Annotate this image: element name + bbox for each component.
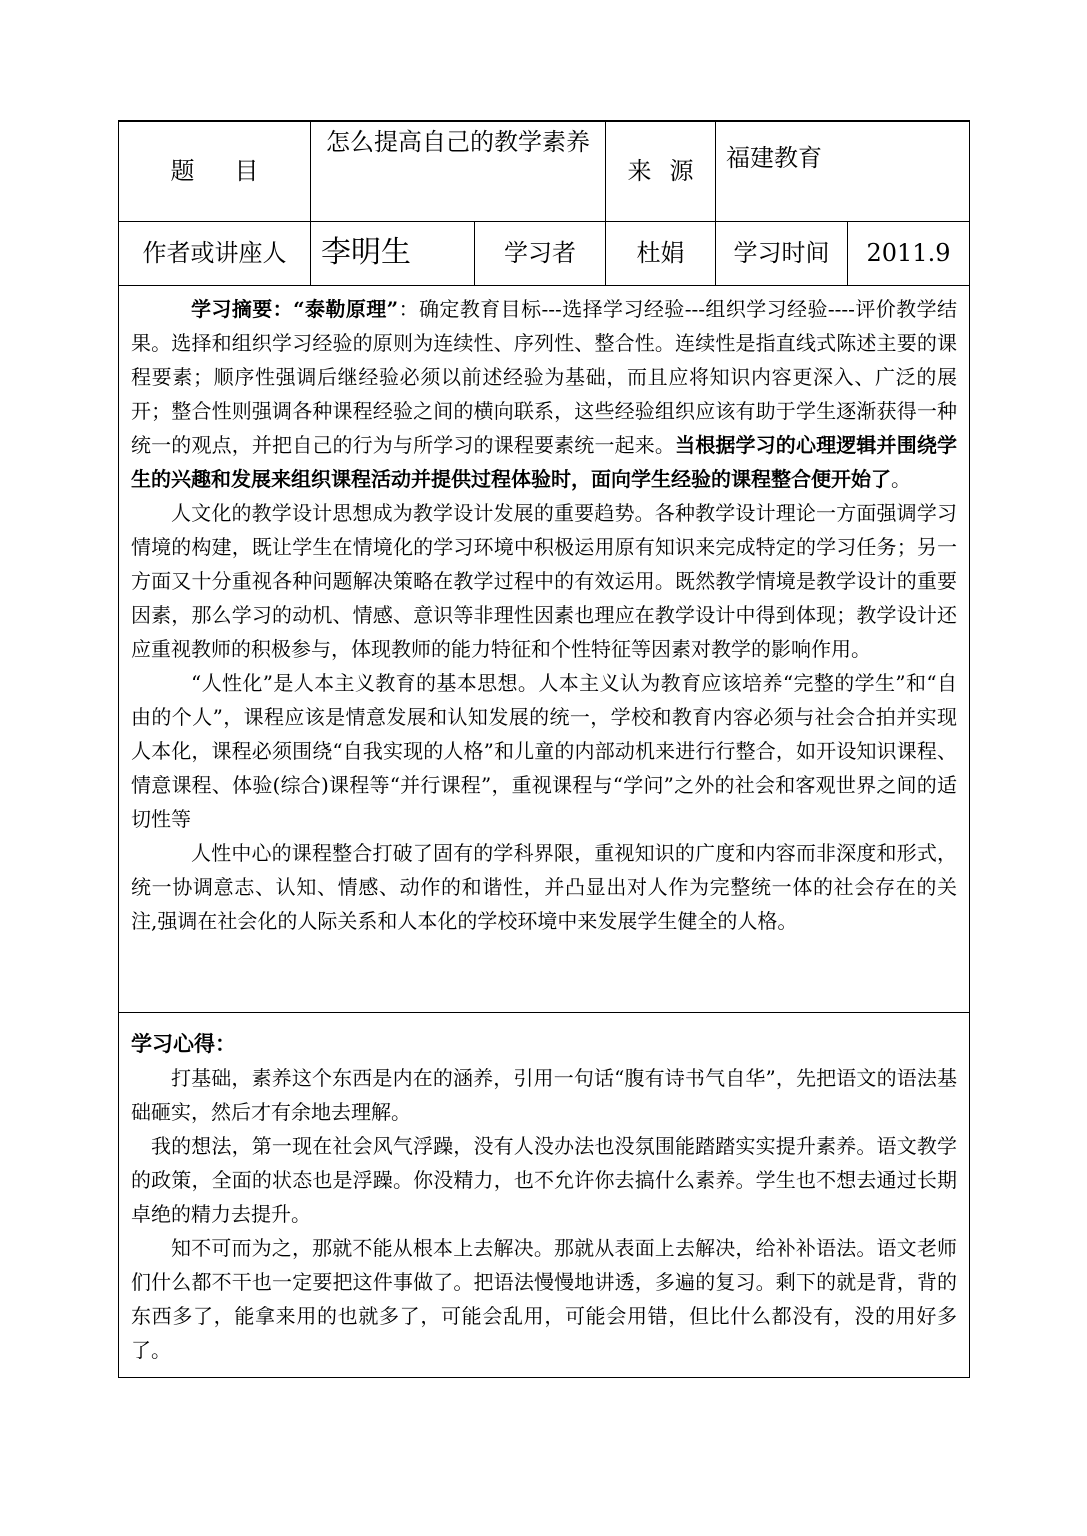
study-record-form [118, 120, 969, 1378]
source-label: 来源 [606, 121, 716, 221]
summary-row [119, 285, 970, 1012]
learner-label: 学习者 [475, 221, 606, 285]
summary-p1-text: ：确定教育目标---选择学习经验---组织学习经验----评价教学结果。选择和组织学习经验的原则为连续性、序列性、整合性。连续性是指直线式陈述主要的课程要素；顺序性强调后继经验必须以前述经验为基础，而且应将知识内容更深入、广泛的展开；整合性则强调各种课程经验之间的横向联系，这些经验组织应该有助于学生逐渐获得一种统一的观点，并把自己的行为与所学习的课程要素统一起来。 [131, 296, 958, 457]
summary-paragraph-2: 人文化的教学设计思想成为教学设计发展的重要趋势。各种教学设计理论一方面强调学习情境的构建，既让学生在情境化的学习环境中积极运用原有知识来完成特定的学习任务；另一方面又十分重视各种问题解决策略在教学过程中的有效运用。既然教学情境是教学设计的重要因素，那么学习的动机、情感、意识等非理性因素也理应在教学设计中得到体现；教学设计还应重视教师的积极参与，体现教师的能力特征和个性特征等因素对教学的影响作用。 [131, 500, 957, 661]
reflection-cell [119, 1012, 970, 1377]
source-value: 福建教育 [716, 121, 970, 221]
title-label: 题目 [119, 121, 311, 221]
reflection-row [119, 1012, 970, 1377]
title-value: 怎么提高自己的教学素养 [311, 121, 606, 221]
summary-paragraph-4: 人性中心的课程整合打破了固有的学科界限，重视知识的广度和内容而非深度和形式，统一协调意志、认知、情感、动作的和谐性，并凸显出对人作为完整统一体的社会存在的关注,强调在社会化的人际关系和人本化的学校环境中来发展学生健全的人格。 [131, 840, 957, 933]
time-label: 学习时间 [716, 221, 848, 285]
reflection-label: 学习心得： [131, 1030, 236, 1056]
author-row [119, 221, 970, 285]
summary-paragraph-1 [131, 292, 957, 496]
summary-p1-bold: 当根据学习的心理逻辑并围绕学生的兴趣和发展来组织课程活动并提供过程体验时，面向学生经验的课程整合便开始了 [131, 432, 958, 491]
summary-label: 学习摘要： [191, 296, 294, 321]
summary-p1-end: 。 [891, 466, 911, 491]
record-table [118, 120, 970, 1378]
summary-cell [119, 285, 970, 1012]
title-row [119, 121, 970, 221]
summary-paragraph-3: “人性化”是人本主义教育的基本思想。人本主义认为教育应该培养“完整的学生”和“自由的个人”，课程应该是情意发展和认知发展的统一，学校和教育内容必须与社会合拍并实现人本化，课程必须围绕“自我实现的人格”和儿童的内部动机来进行行整合，如开设知识课程、情意课程、体验(综合)课程等“并行课程”，重视课程与“学问”之外的社会和客观世界之间的适切性等 [131, 670, 957, 831]
reflection-paragraph-2: 我的想法，第一现在社会风气浮躁，没有人没办法也没氛围能踏踏实实提升素养。语文教学的政策，全面的状态也是浮躁。你没精力，也不允许你去搞什么素养。学生也不想去通过长期卓绝的精力去提升。 [131, 1133, 957, 1226]
reflection-paragraph-1: 打基础，素养这个东西是内在的涵养，引用一句话“腹有诗书气自华”，先把语文的语法基础砸实，然后才有余地去理解。 [131, 1065, 957, 1124]
learner-value: 杜娟 [606, 221, 716, 285]
reflection-paragraph-3: 知不可而为之，那就不能从根本上去解决。那就从表面上去解决，给补补语法。语文老师们什么都不干也一定要把这件事做了。把语法慢慢地讲透，多遍的复习。剩下的就是背，背的东西多了，能拿来用的也就多了，可能会乱用，可能会用错，但比什么都没有，没的用好多了。 [131, 1235, 957, 1362]
time-value: 2011.9 [848, 221, 970, 285]
author-value: 李明生 [311, 221, 475, 285]
summary-term: “泰勒原理” [293, 296, 399, 321]
author-label: 作者或讲座人 [119, 221, 311, 285]
